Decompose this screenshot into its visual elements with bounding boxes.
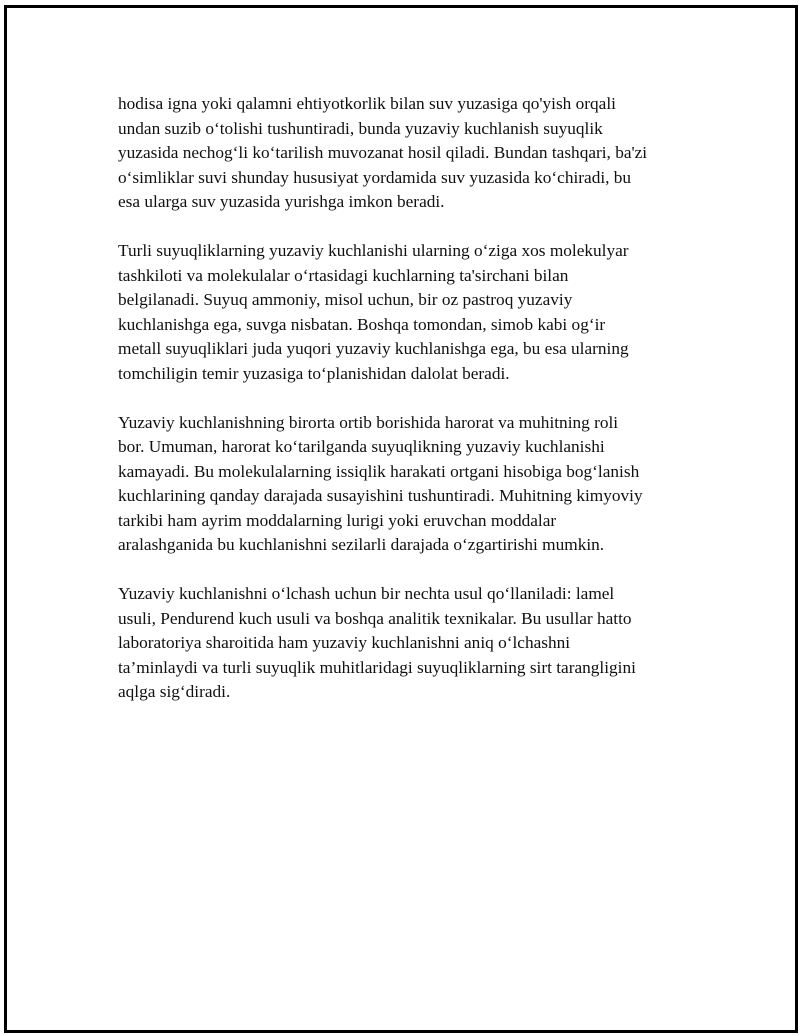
text-line: laboratoriya sharoitida ham yuzaviy kuchlanishni aniq o‘lchashni: [118, 633, 571, 652]
text-line: bor. Umuman, harorat ko‘tarilganda suyuqlikning yuzaviy kuchlanishi: [118, 437, 605, 456]
text-line: aqlga sig‘diradi.: [118, 682, 231, 701]
text-line: Yuzaviy kuchlanishning birorta ortib borishida harorat va muhitning roli: [118, 412, 619, 432]
paragraph-4: [118, 582, 708, 705]
text-line: kuchlanishga ega, suvga nisbatan. Boshqa tomondan, simob kabi og‘ir: [118, 314, 606, 334]
text-line: hodisa igna yoki qalamni ehtiyotkorlik bilan suv yuzasiga qo'yish orqali: [118, 94, 616, 113]
text-line: metall suyuqliklari juda yuqori yuzaviy kuchlanishga ega, bu esa ularning: [118, 339, 629, 358]
paragraph-2: [118, 239, 708, 386]
text-line: o‘simliklar suvi shunday hususiyat yordamida suv yuzasida ko‘chiradi, bu: [118, 167, 632, 187]
text-line: esa ularga suv yuzasida yurishga imkon beradi.: [118, 192, 445, 211]
text-line: usuli, Pendurend kuch usuli va boshqa analitik texnikalar. Bu usullar hatto: [118, 608, 632, 628]
paragraph-1: [118, 92, 708, 215]
document-body: [118, 92, 708, 729]
text-line: kuchlarining qanday darajada susayishini tushuntiradi. Muhitning kimyoviy: [118, 486, 643, 505]
text-line: undan suzib o‘tolishi tushuntiradi, bunda yuzaviy kuchlanish suyuqlik: [118, 118, 603, 138]
text-line: Turli suyuqliklarning yuzaviy kuchlanishi ularning o‘ziga xos molekulyar: [118, 241, 629, 260]
text-line: kamayadi. Bu molekulalarning issiqlik harakati ortgani hisobiga bog‘lanish: [118, 461, 640, 481]
text-line: ta’minlaydi va turli suyuqlik muhitlaridagi suyuqliklarning sirt tarangligini: [118, 657, 636, 677]
text-line: tashkiloti va molekulalar o‘rtasidagi kuchlarning ta'sirchani bilan: [118, 265, 569, 285]
text-line: aralashganida bu kuchlanishni sezilarli darajada o‘zgartirishi mumkin.: [118, 535, 605, 554]
text-line: Yuzaviy kuchlanishni o‘lchash uchun bir nechta usul qo‘llaniladi: lamel: [118, 584, 615, 603]
paragraph-3: [118, 411, 708, 558]
text-line: tomchiligin temir yuzasiga to‘planishidan dalolat beradi.: [118, 363, 510, 383]
text-line: yuzasida nechog‘li ko‘tarilish muvozanat hosil qiladi. Bundan tashqari, ba'zi: [118, 143, 648, 162]
text-line: tarkibi ham ayrim moddalarning lurigi yoki eruvchan moddalar: [118, 510, 557, 530]
text-line: belgilanadi. Suyuq ammoniy, misol uchun, bir oz pastroq yuzaviy: [118, 290, 573, 309]
